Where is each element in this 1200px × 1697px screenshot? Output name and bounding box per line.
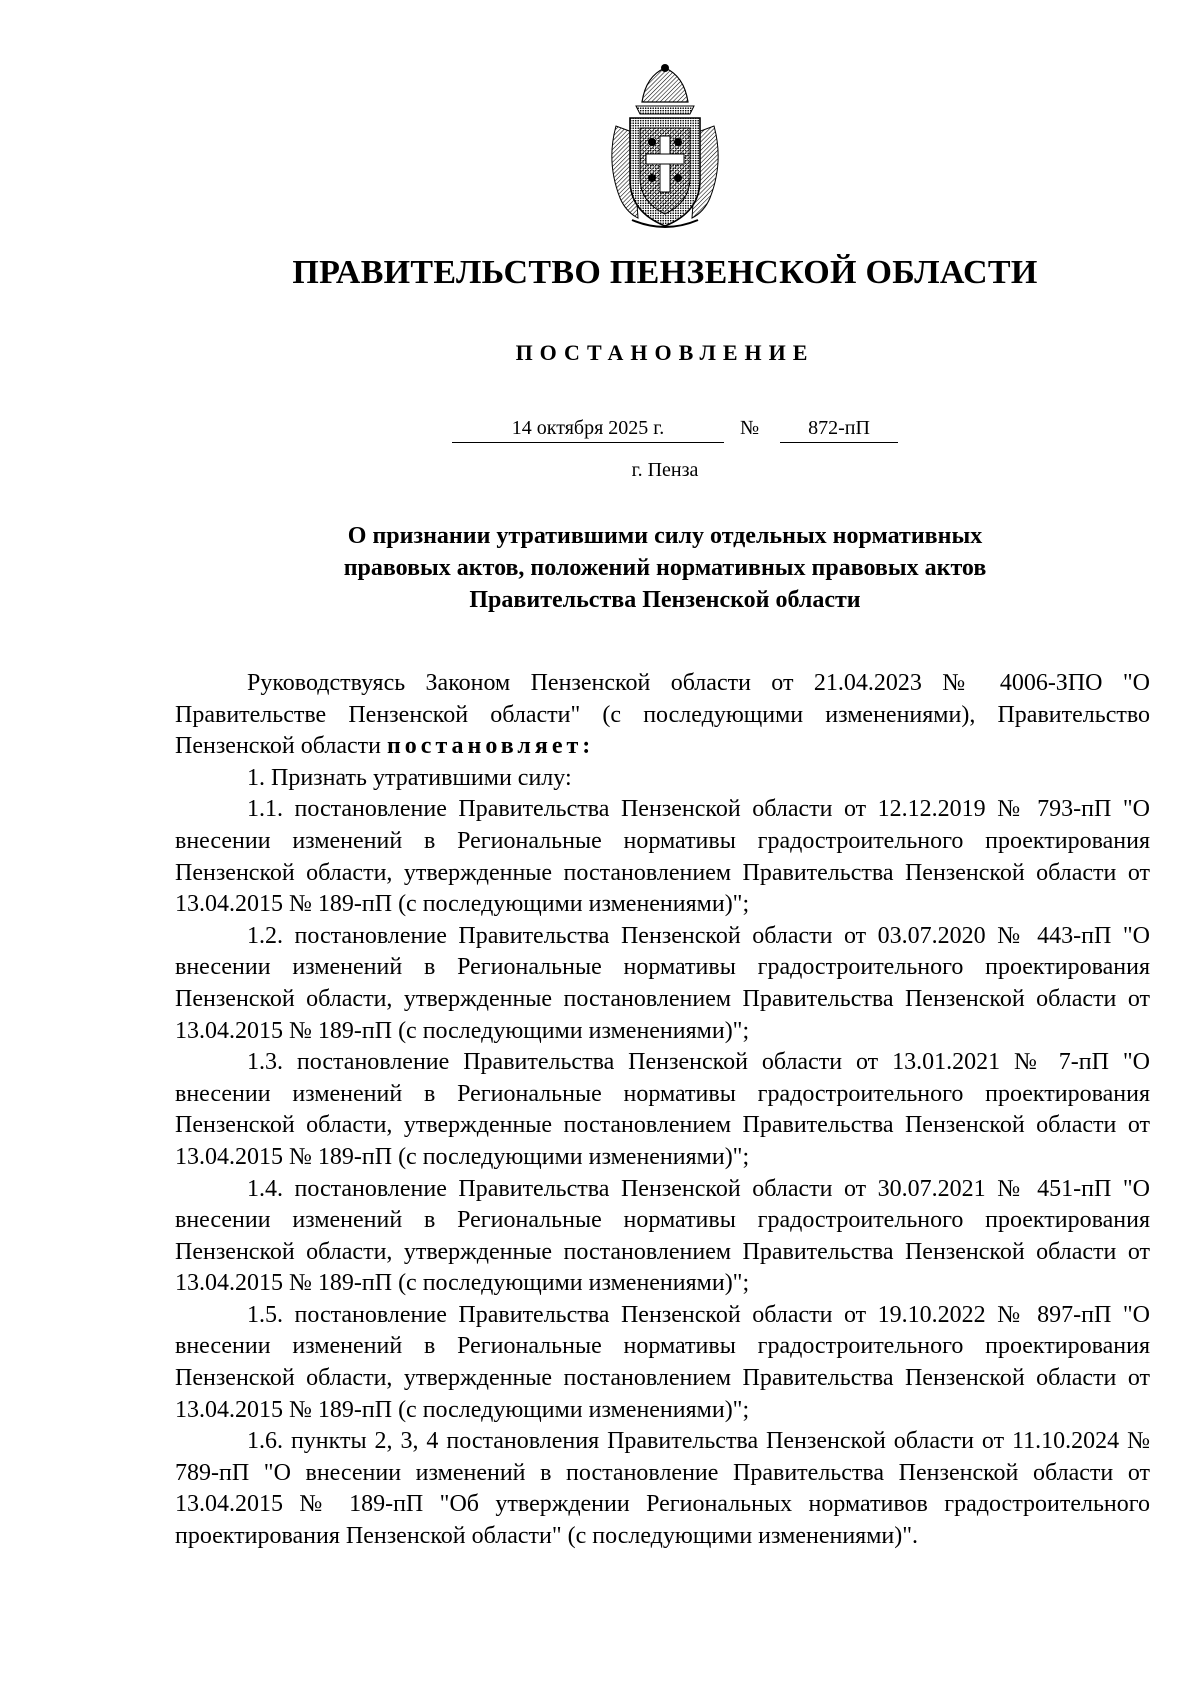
subject-line-2: правовых актов, положений нормативных правовых актов xyxy=(343,555,987,581)
preamble-paragraph xyxy=(175,668,1150,763)
subitem-1-4: 1.4. постановление Правительства Пензенской области от 30.07.2021 № 451-пП "О внесении изменений в Региональные нормативы градостроительного проектирования Пензенской области, утвержденные постановлением Правительства Пензенской области от 13.04.2015 № 189-пП (с последующими изменениями)"; xyxy=(175,1175,1150,1297)
number-sign: № xyxy=(740,417,760,439)
subitem-1-2: 1.2. постановление Правительства Пензенской области от 03.07.2020 № 443-пП "О внесении изменений в Региональные нормативы градостроительного проектирования Пензенской области, утвержденные постановлением Правительства Пензенской области от 13.04.2015 № 189-пП (с последующими изменениями)"; xyxy=(175,922,1150,1044)
item-1: 1. Признать утратившими силу: xyxy=(247,764,572,791)
subitem-1-3: 1.3. постановление Правительства Пензенской области от 13.01.2021 № 7-пП "О внесении изменений в Региональные нормативы градостроительного проектирования Пензенской области, утвержденные постановлением Правительства Пензенской области от 13.04.2015 № 189-пП (с последующими изменениями)"; xyxy=(175,1049,1150,1170)
subitem-1-6: 1.6. пункты 2, 3, 4 постановления Правительства Пензенской области от 11.10.2024 № 789-пП "О внесении изменений в постановление Правительства Пензенской области от 13.04.2015 № 189-пП "Об утверждении Региональных нормативов градостроительного проектирования Пензенской области" (с последующими изменениями)". xyxy=(175,1428,1150,1550)
organization-title: ПРАВИТЕЛЬСТВО ПЕНЗЕНСКОЙ ОБЛАСТИ xyxy=(292,254,1038,291)
subject-line-3: Правительства Пензенской области xyxy=(469,587,861,613)
document-city: г. Пенза xyxy=(631,459,699,481)
subitem-1-1: 1.1. постановление Правительства Пензенской области от 12.12.2019 № 793-пП "О внесении изменений в Региональные нормативы градостроительного проектирования Пензенской области, утвержденные постановлением Правительства Пензенской области от 13.04.2015 № 189-пП (с последующими изменениями)"; xyxy=(175,796,1150,918)
document-subject xyxy=(230,520,1100,616)
document-date: 14 октября 2025 г. xyxy=(452,414,724,443)
preamble-action: постановляет: xyxy=(386,733,595,760)
coat-of-arms-icon xyxy=(602,62,728,232)
document-body xyxy=(175,668,1150,1553)
document-number: 872-пП xyxy=(780,414,898,443)
subitem-1-5: 1.5. постановление Правительства Пензенской области от 19.10.2022 № 897-пП "О внесении изменений в Региональные нормативы градостроительного проектирования Пензенской области, утвержденные постановлением Правительства Пензенской области от 13.04.2015 № 189-пП (с последующими изменениями)"; xyxy=(175,1301,1150,1423)
subject-line-1: О признании утратившими силу отдельных нормативных xyxy=(347,523,983,549)
preamble-text: Руководствуясь Законом Пензенской области от 21.04.2023 № 4006-ЗПО "О Правительстве Пензенской области" (с последующими изменениями), Правительство Пензенской области xyxy=(175,670,1150,760)
document-type-title: ПОСТАНОВЛЕНИЕ xyxy=(515,340,815,365)
